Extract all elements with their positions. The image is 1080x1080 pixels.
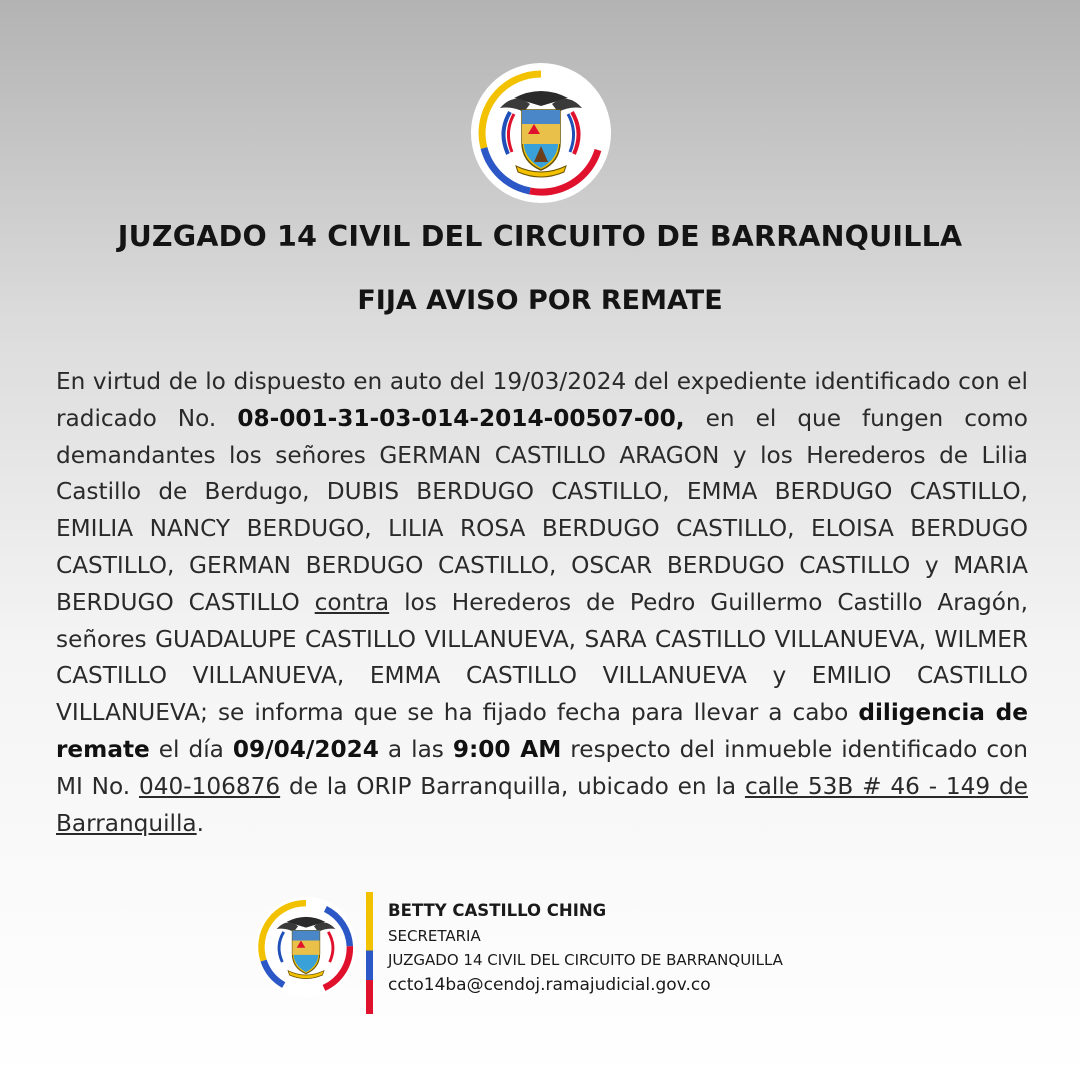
colombian-coat-of-arms-icon [255,896,357,998]
notice-text-2: en el que fungen como demandantes los señores GERMAN CASTILLO ARAGON y los Herederos de Lilia Castillo de Berdugo, DUBIS BERDUGO CASTILLO, EMMA BERDUGO CASTILLO, EMILIA NANCY BERDUGO, LILIA ROSA BERDUGO CASTILLO, ELOISA BERDUGO CASTILLO, GERMAN BERDUGO CASTILLO, OSCAR BERDUGO CASTILLO y MARIA BERDUGO CASTILLO [56,404,1028,616]
auction-date: 09/04/2024 [232,735,379,763]
notice-subtitle: FIJA AVISO POR REMATE [357,285,723,316]
radicado-number: 08-001-31-03-014-2014-00507-00, [237,404,685,432]
contra-word: contra [314,588,390,616]
court-title: JUZGADO 14 CIVIL DEL CIRCUITO DE BARRANQUILLA [117,220,963,253]
notice-text-4: el día [149,735,233,763]
auction-time: 9:00 AM [452,735,562,763]
notice-text-6: respecto del inmueble identificado con MI No. [56,735,1028,800]
signature-block [388,901,783,995]
notice-text-5: a las [378,735,453,763]
colombian-coat-of-arms-icon [470,62,612,204]
diligencia-remate: diligencia de remate [56,699,1028,763]
coat-of-arms-seal [470,62,612,204]
property-address: calle 53B # 46 - 149 de Barranquilla [56,772,1028,837]
notice-text-1: En virtud de lo dispuesto en auto del 19/03/2024 del expediente identificado con el radicado No. [56,368,1028,432]
signature-seal [255,896,357,998]
signature-color-bar [366,892,373,1014]
notice-text-7: de la ORIP Barranquilla, ubicado en la [280,772,745,800]
signer-role: SECRETARIA [388,927,481,945]
signer-office: JUZGADO 14 CIVIL DEL CIRCUITO DE BARRANQUILLA [388,951,783,969]
signer-name: BETTY CASTILLO CHING [388,901,607,920]
mi-number: 040-106876 [139,772,281,800]
notice-text-3: los Herederos de Pedro Guillermo Castillo Aragón, señores GUADALUPE CASTILLO VILLANUEVA, SARA CASTILLO VILLANUEVA, WILMER CASTILLO VILLANUEVA, EMMA CASTILLO VILLANUEVA y EMILIO CASTILLO VILLANUEVA; se informa que se ha fijado fecha para llevar a cabo [56,588,1028,727]
notice-body [56,364,1028,842]
notice-text-8: . [196,809,205,837]
signer-email[interactable]: ccto14ba@cendoj.ramajudicial.gov.co [388,975,711,995]
